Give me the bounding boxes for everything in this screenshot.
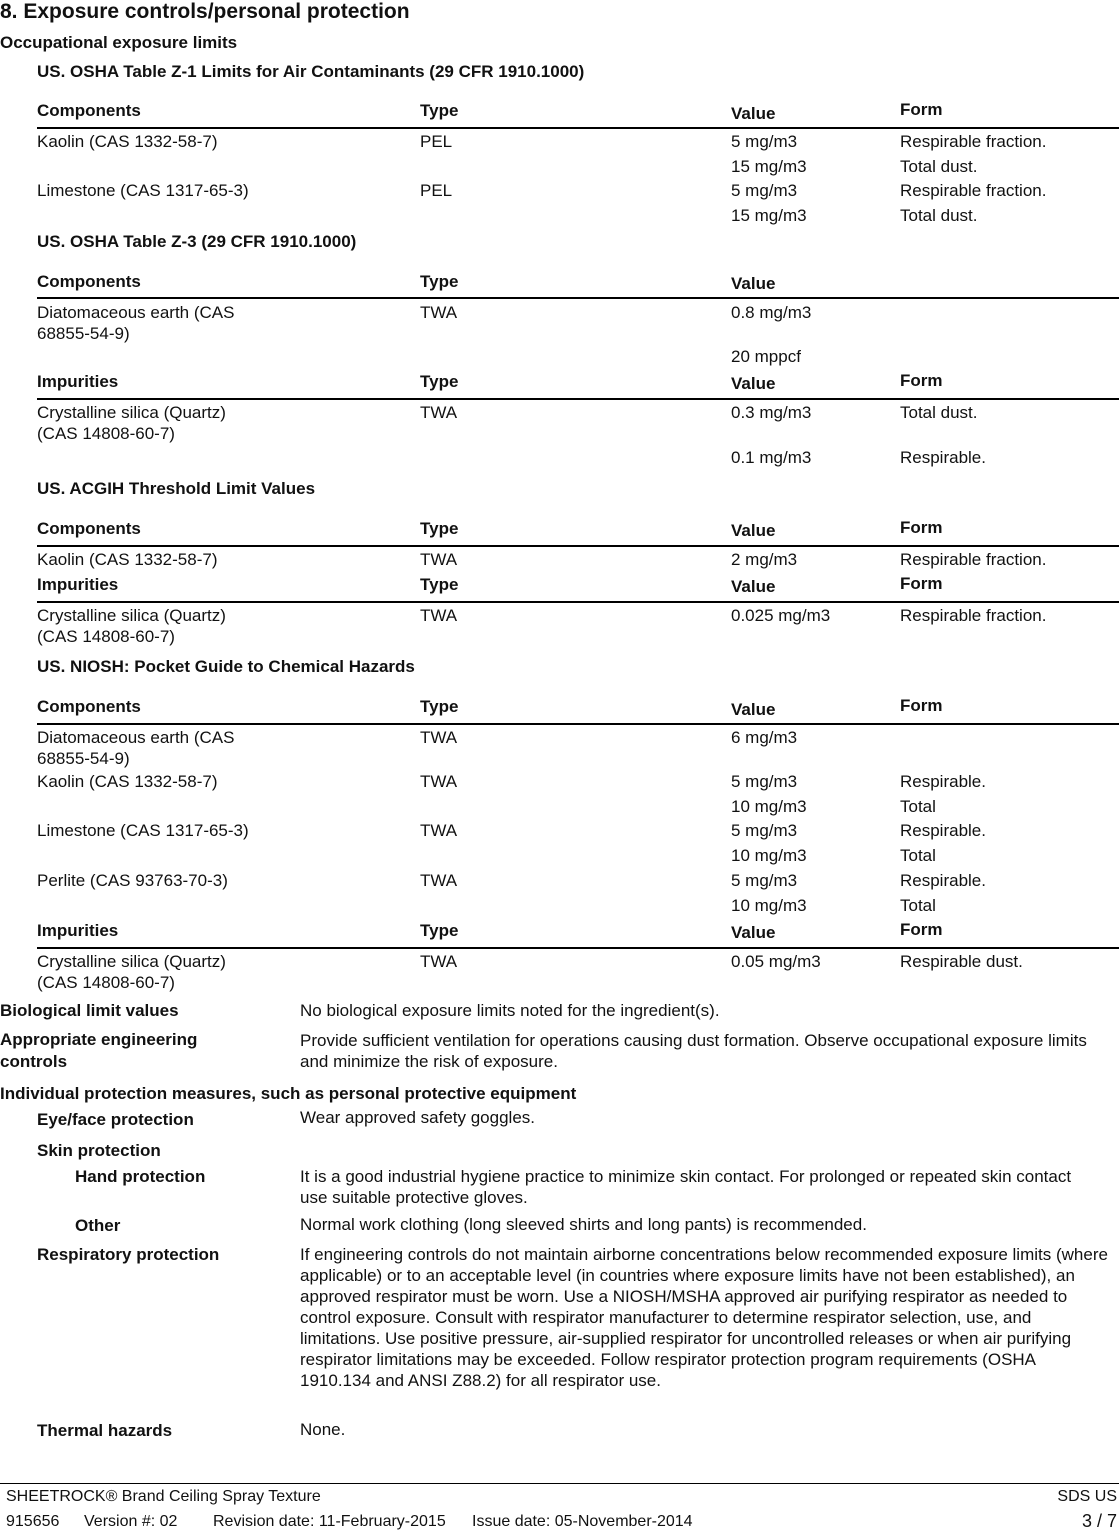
col-header: Impurities [37, 921, 119, 940]
table-cell-type: PEL [420, 132, 453, 151]
table-rule [37, 398, 1119, 400]
table-cell-value: 5 mg/m3 [731, 181, 798, 200]
respiratory-text: If engineering controls do not maintain airborne concentrations below recommended exposure limits (where applicable) or to an acceptable level (in countries where exposure limits have not been established), an approved respirator must be worn. Use a NIOSH/MSHA approved air purifying respirator as needed to control exposure. Consult with respirator manufacturer to determine respirator selection, use, and limitations. Use positive pressure, air-supplied respirator for uncontrolled releases or when air purifying respirator limitations may be exceeded. Follow respirator protection program requirements (OSHA 1910.134 and ANSI Z88.2) for all respirator use. [300, 1245, 1108, 1390]
table-cell-value: 0.1 mg/m3 [731, 448, 812, 467]
footer-doc-id: 915656 [6, 1513, 60, 1530]
table-cell-component: Kaolin (CAS 1332-58-7) [37, 772, 218, 791]
col-header: Type [420, 101, 459, 120]
table-cell-value: 15 mg/m3 [731, 206, 807, 225]
table-cell-value: 10 mg/m3 [731, 846, 807, 865]
thermal-text: None. [300, 1420, 346, 1439]
footer-rule [0, 1483, 1119, 1484]
col-header: Form [900, 920, 943, 939]
footer-version: Version #: 02 [84, 1513, 178, 1530]
engineering-label: controls [0, 1052, 68, 1071]
table-cell-value: 6 mg/m3 [731, 728, 798, 747]
section-title: 8. Exposure controls/personal protection [0, 0, 410, 23]
table-cell-component: Crystalline silica (Quartz) [37, 403, 226, 422]
thermal-label: Thermal hazards [37, 1421, 173, 1440]
table-cell-type: TWA [420, 550, 458, 569]
table-cell-value: 5 mg/m3 [731, 772, 798, 791]
table-cell-value: 2 mg/m3 [731, 550, 798, 569]
col-header: Type [420, 697, 459, 716]
col-header: Type [420, 575, 459, 594]
niosh-title: US. NIOSH: Pocket Guide to Chemical Hazards [37, 657, 415, 676]
engineering-text: Provide sufficient ventilation for operations causing dust formation. Observe occupational exposure limits and minimize the risk of exposure. [300, 1031, 1087, 1071]
table-cell-type: PEL [420, 181, 453, 200]
col-header: Form [900, 100, 943, 119]
skin-label: Skin protection [37, 1141, 161, 1160]
table-cell-value: 0.3 mg/m3 [731, 403, 812, 422]
biological-label: Biological limit values [0, 1001, 179, 1020]
engineering-label: Appropriate engineering [0, 1030, 198, 1049]
table-cell-type: TWA [420, 871, 458, 890]
footer-product: SHEETROCK® Brand Ceiling Spray Texture [6, 1488, 321, 1505]
table-cell-component: (CAS 14808-60-7) [37, 627, 175, 646]
ppe-heading: Individual protection measures, such as personal protective equipment [0, 1084, 577, 1103]
hand-label: Hand protection [75, 1167, 206, 1186]
table-cell-type: TWA [420, 952, 458, 971]
col-header: Impurities [37, 372, 119, 391]
table-cell-component: 68855-54-9) [37, 749, 130, 768]
table-cell-form: Respirable fraction. [900, 132, 1047, 151]
eye-label: Eye/face protection [37, 1110, 194, 1129]
table-cell-form: Respirable. [900, 772, 986, 791]
table-rule [37, 545, 1119, 547]
table-cell-value: 0.8 mg/m3 [731, 303, 812, 322]
footer-page-number: 3 / 7 [1081, 1511, 1117, 1531]
col-header: Components [37, 272, 141, 291]
col-header: Type [420, 272, 459, 291]
table-cell-type: TWA [420, 303, 458, 322]
table-cell-form: Respirable fraction. [900, 550, 1047, 569]
table-cell-form: Total [900, 846, 936, 865]
table-cell-form: Respirable. [900, 871, 986, 890]
table-cell-component: Perlite (CAS 93763-70-3) [37, 871, 228, 890]
table-cell-value: 15 mg/m3 [731, 157, 807, 176]
table-cell-value: 10 mg/m3 [731, 797, 807, 816]
eye-text: Wear approved safety goggles. [300, 1108, 535, 1127]
table-cell-type: TWA [420, 728, 458, 747]
table-cell-form: Respirable dust. [900, 952, 1023, 971]
footer-issue: Issue date: 05-November-2014 [472, 1513, 693, 1530]
table-rule [37, 723, 1119, 725]
table-rule [37, 127, 1119, 129]
table-cell-form: Respirable. [900, 821, 986, 840]
other-text: Normal work clothing (long sleeved shirts and long pants) is recommended. [300, 1215, 867, 1234]
col-header: Value [731, 274, 776, 293]
table-rule [37, 947, 1119, 949]
table-cell-type: TWA [420, 821, 458, 840]
table-cell-value: 5 mg/m3 [731, 132, 798, 151]
col-header: Value [731, 923, 776, 942]
biological-text: No biological exposure limits noted for the ingredient(s). [300, 1001, 720, 1020]
col-header: Components [37, 519, 141, 538]
col-header: Value [731, 104, 776, 123]
col-header: Type [420, 519, 459, 538]
table-cell-component: Kaolin (CAS 1332-58-7) [37, 550, 218, 569]
table-cell-form: Total dust. [900, 206, 978, 225]
occupational-limits-heading: Occupational exposure limits [0, 33, 238, 52]
osha-z1-title: US. OSHA Table Z-1 Limits for Air Contaminants (29 CFR 1910.1000) [37, 62, 585, 81]
table-cell-form: Respirable fraction. [900, 606, 1047, 625]
table-cell-form: Total dust. [900, 157, 978, 176]
respiratory-label: Respiratory protection [37, 1245, 220, 1264]
col-header: Value [731, 577, 776, 596]
col-header: Value [731, 374, 776, 393]
table-cell-type: TWA [420, 403, 458, 422]
table-cell-value: 0.05 mg/m3 [731, 952, 821, 971]
col-header: Components [37, 697, 141, 716]
col-header: Value [731, 521, 776, 540]
table-cell-component: Crystalline silica (Quartz) [37, 952, 226, 971]
acgih-title: US. ACGIH Threshold Limit Values [37, 479, 316, 498]
table-cell-component: Kaolin (CAS 1332-58-7) [37, 132, 218, 151]
col-header: Impurities [37, 575, 119, 594]
table-cell-value: 10 mg/m3 [731, 896, 807, 915]
table-cell-type: TWA [420, 772, 458, 791]
other-label: Other [75, 1216, 121, 1235]
table-cell-component: (CAS 14808-60-7) [37, 973, 175, 992]
col-header: Components [37, 101, 141, 120]
table-cell-type: TWA [420, 606, 458, 625]
table-cell-form: Respirable. [900, 448, 986, 467]
table-cell-value: 0.025 mg/m3 [731, 606, 831, 625]
col-header: Form [900, 518, 943, 537]
table-cell-component: Diatomaceous earth (CAS [37, 303, 235, 322]
table-rule [37, 601, 1119, 603]
table-cell-form: Total [900, 797, 936, 816]
col-header: Form [900, 371, 943, 390]
table-cell-component: (CAS 14808-60-7) [37, 424, 175, 443]
table-cell-component: Limestone (CAS 1317-65-3) [37, 821, 249, 840]
table-cell-component: Limestone (CAS 1317-65-3) [37, 181, 249, 200]
col-header: Form [900, 696, 943, 715]
col-header: Value [731, 700, 776, 719]
col-header: Form [900, 574, 943, 593]
col-header: Type [420, 372, 459, 391]
footer-revision: Revision date: 11-February-2015 [213, 1513, 446, 1530]
table-cell-value: 20 mppcf [731, 347, 801, 366]
table-cell-component: Diatomaceous earth (CAS [37, 728, 235, 747]
table-cell-component: Crystalline silica (Quartz) [37, 606, 226, 625]
table-cell-component: 68855-54-9) [37, 324, 130, 343]
table-rule [37, 297, 1119, 299]
table-cell-form: Total dust. [900, 403, 978, 422]
table-cell-form: Respirable fraction. [900, 181, 1047, 200]
osha-z3-title: US. OSHA Table Z-3 (29 CFR 1910.1000) [37, 232, 357, 251]
col-header: Type [420, 921, 459, 940]
hand-text: It is a good industrial hygiene practice to minimize skin contact. For prolonged or repeated skin contact use suitable protective gloves. [300, 1167, 1072, 1207]
table-cell-value: 5 mg/m3 [731, 871, 798, 890]
table-cell-form: Total [900, 896, 936, 915]
footer-doc-type: SDS US [1057, 1488, 1117, 1505]
table-cell-value: 5 mg/m3 [731, 821, 798, 840]
